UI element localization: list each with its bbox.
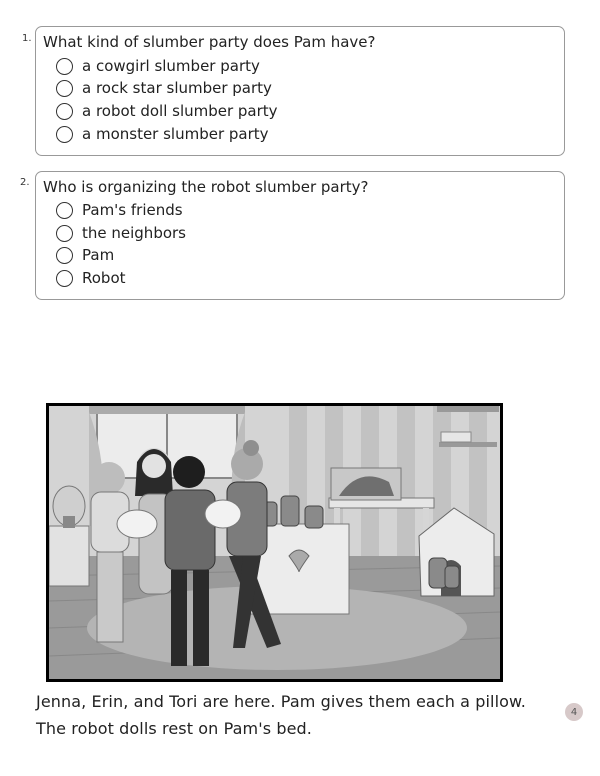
radio-button[interactable] (56, 202, 73, 219)
radio-button[interactable] (56, 103, 73, 120)
option-label: Robot (82, 269, 126, 287)
radio-button[interactable] (56, 225, 73, 242)
question-1-option-a[interactable] (56, 56, 260, 76)
question-1-box (35, 26, 565, 156)
question-1-prompt: What kind of slumber party does Pam have? (43, 33, 376, 51)
option-label: a cowgirl slumber party (82, 57, 260, 75)
caption-line-2: The robot dolls rest on Pam's bed. (36, 719, 312, 738)
question-2-prompt: Who is organizing the robot slumber party? (43, 178, 369, 196)
question-2-number: 2. (20, 177, 30, 188)
page-number-badge: 4 (565, 703, 583, 721)
question-2-option-b[interactable] (56, 223, 186, 243)
question-2-box (35, 171, 565, 300)
option-label: Pam (82, 246, 115, 264)
question-1-option-b[interactable] (56, 78, 272, 98)
option-label: a monster slumber party (82, 125, 269, 143)
question-2-option-a[interactable] (56, 200, 183, 220)
radio-button[interactable] (56, 126, 73, 143)
question-1-option-d[interactable] (56, 124, 269, 144)
option-label: a robot doll slumber party (82, 102, 278, 120)
radio-button[interactable] (56, 58, 73, 75)
option-label: a rock star slumber party (82, 79, 272, 97)
option-label: the neighbors (82, 224, 186, 242)
question-2-option-d[interactable] (56, 268, 126, 288)
question-1-option-c[interactable] (56, 101, 278, 121)
story-illustration (46, 403, 503, 682)
question-2-option-c[interactable] (56, 245, 114, 265)
caption-line-1: Jenna, Erin, and Tori are here. Pam gives them each a pillow. (36, 692, 526, 711)
option-label: Pam's friends (82, 201, 183, 219)
question-1-number: 1. (22, 33, 32, 44)
radio-button[interactable] (56, 80, 73, 97)
radio-button[interactable] (56, 247, 73, 264)
radio-button[interactable] (56, 270, 73, 287)
